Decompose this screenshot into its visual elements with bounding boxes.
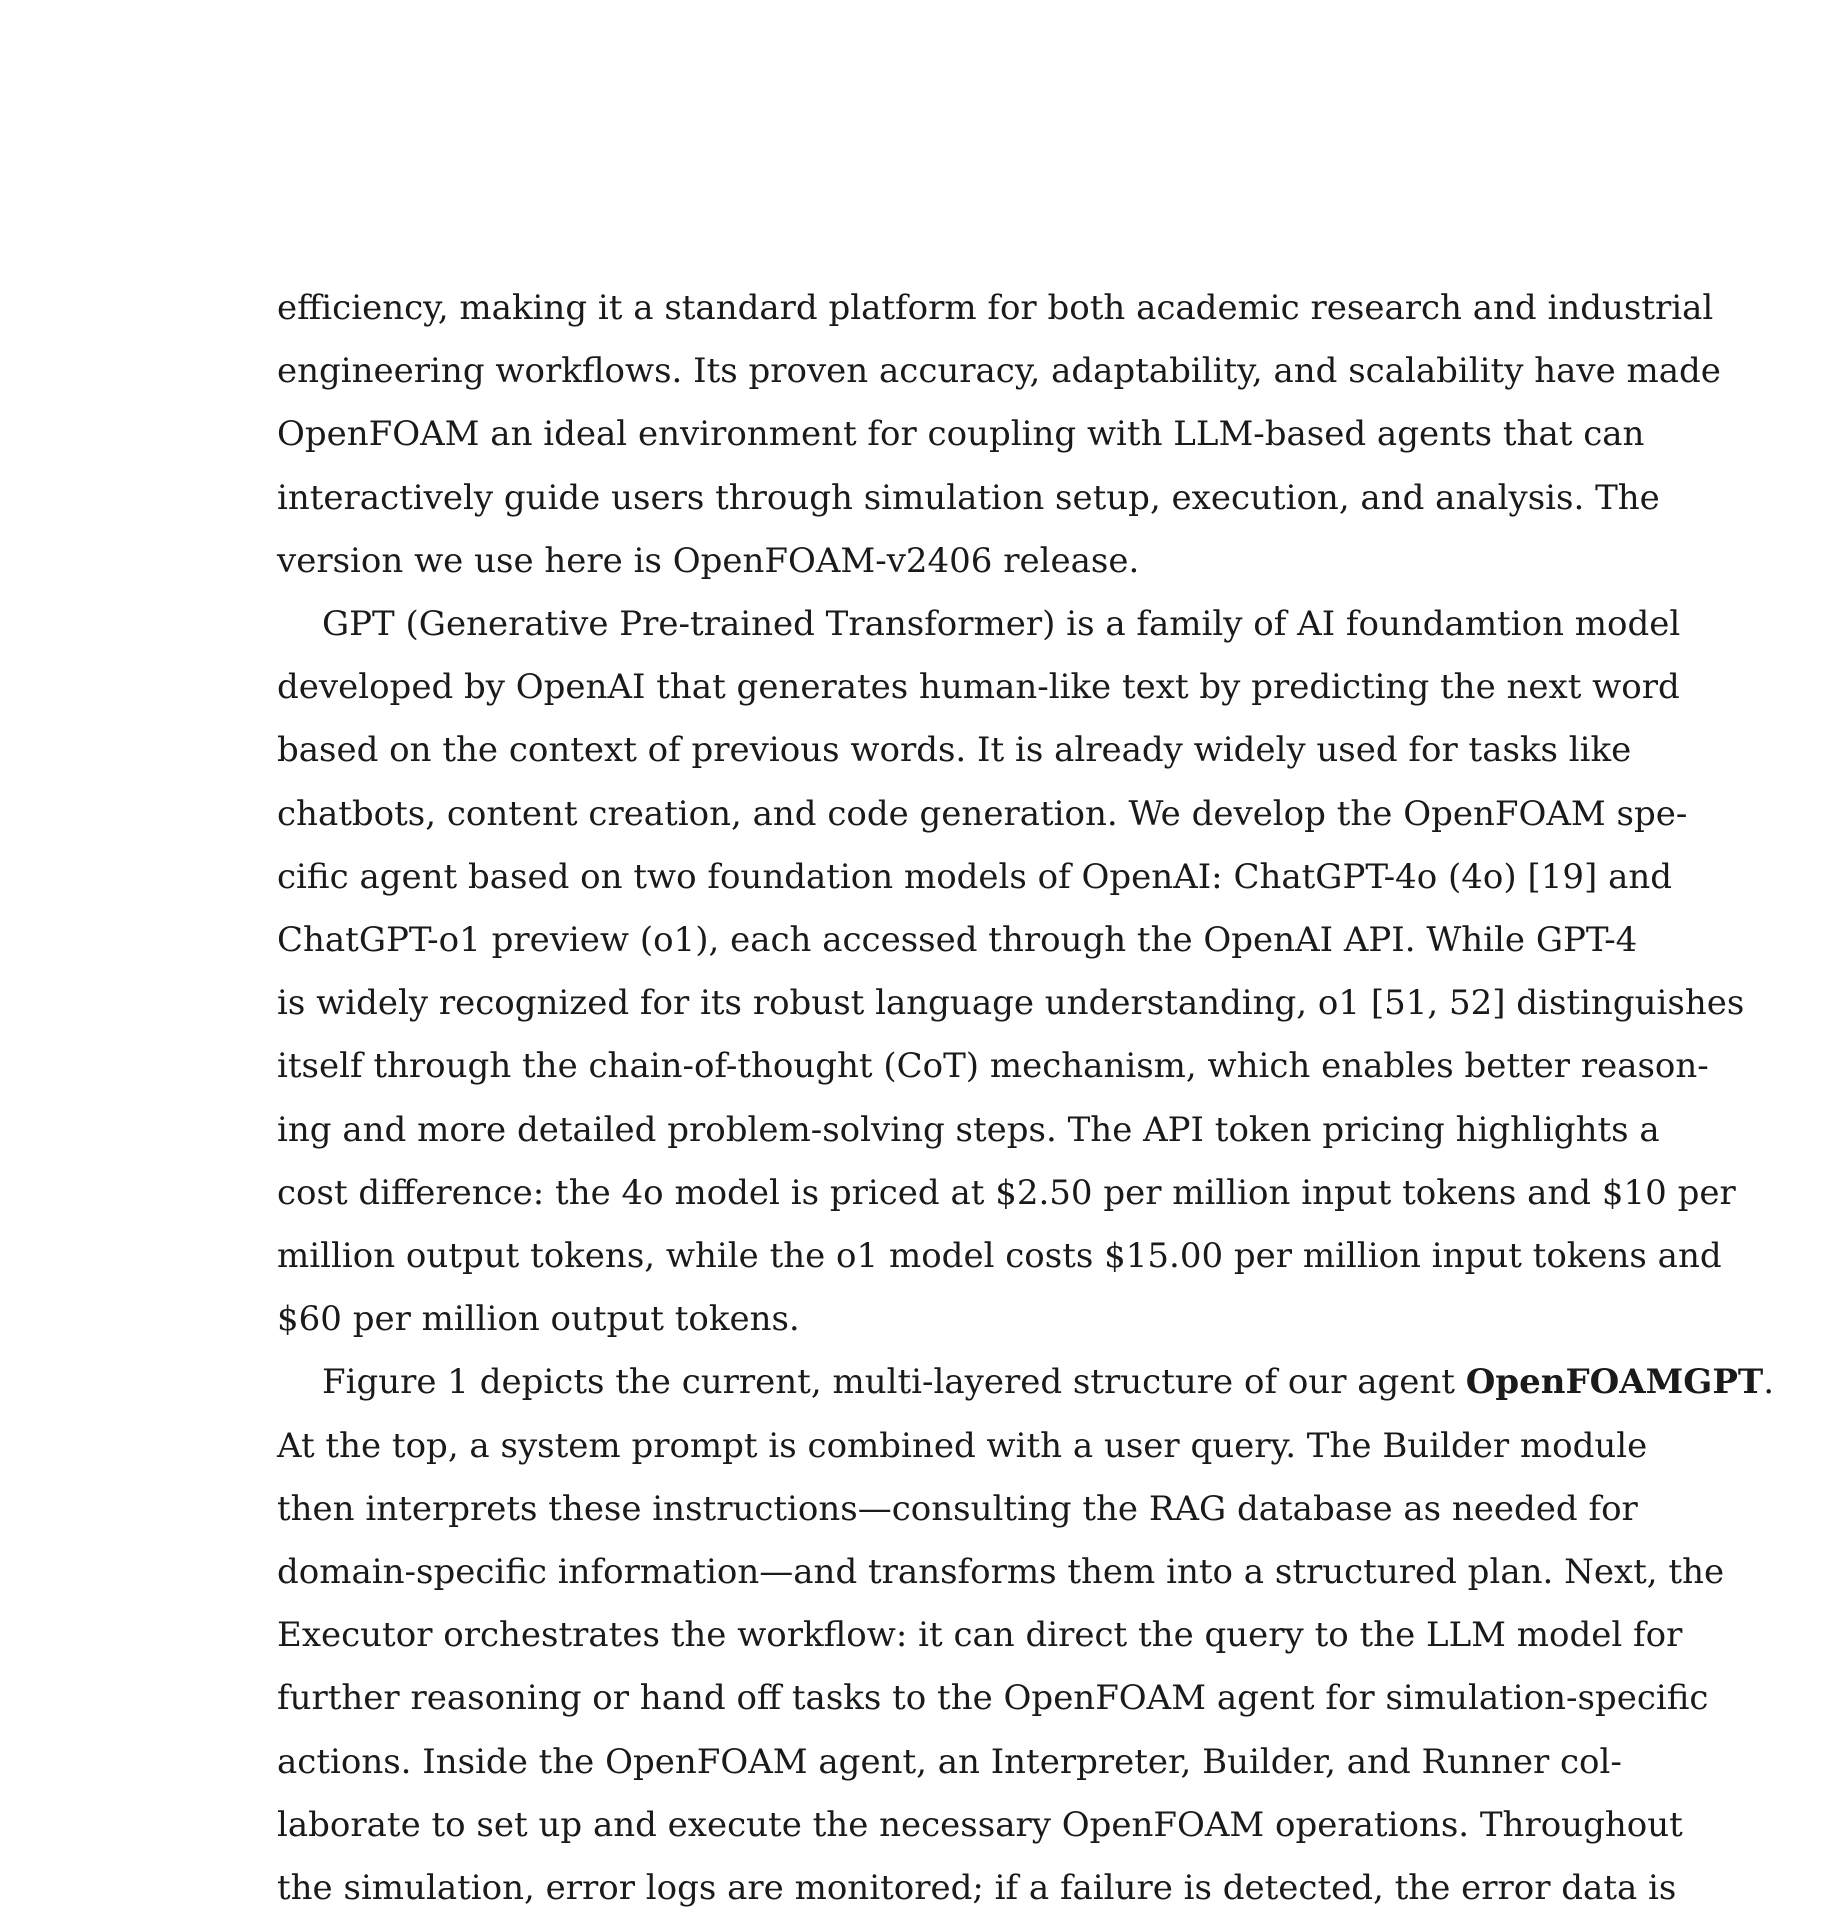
text-line: cific agent based on two foundation models of OpenAI: ChatGPT-4o (4o) [19] and: [277, 856, 1672, 897]
text-line: ChatGPT-o1 preview (o1), each accessed through the OpenAI API. While GPT-4: [277, 920, 1638, 961]
text-line: [277, 1351, 1775, 1414]
text-line: ing and more detailed problem-solving steps. The API token pricing highlights a: [277, 1109, 1660, 1150]
text-line: efficiency, making it a standard platform for both academic research and industrial: [277, 288, 1714, 328]
text-line: $60 per million output tokens.: [277, 1299, 800, 1340]
paragraph-openfoam: [277, 277, 1721, 593]
text-line: itself through the chain-of-thought (CoT) mechanism, which enables better reason-: [277, 1046, 1709, 1087]
text-line: laborate to set up and execute the necessary OpenFOAM operations. Throughout: [277, 1804, 1683, 1845]
text-line: further reasoning or hand off tasks to the OpenFOAM agent for simulation-specific: [277, 1678, 1709, 1719]
paragraph-figure1: [277, 1351, 1775, 1920]
text-line: million output tokens, while the o1 model costs $15.00 per million input tokens and: [277, 1236, 1722, 1277]
text-line: the simulation, error logs are monitored; if a failure is detected, the error data is: [277, 1868, 1677, 1909]
text-line: then interprets these instructions—consulting the RAG database as needed for: [277, 1488, 1638, 1529]
text-line: OpenFOAM an ideal environment for coupling with LLM-based agents that can: [277, 414, 1645, 455]
text-line: is widely recognized for its robust language understanding, o1 [51, 52] distinguishes: [277, 983, 1745, 1024]
text-line: GPT (Generative Pre-trained Transformer) is a family of AI foundamtion model: [322, 604, 1681, 645]
text-line: version we use here is OpenFOAM-v2406 release.: [277, 540, 1140, 581]
text-line: domain-specific information—and transforms them into a structured plan. Next, the: [277, 1552, 1725, 1593]
text-fragment: Figure 1 depicts the current, multi-layered structure of our agent: [322, 1362, 1466, 1403]
text-line: based on the context of previous words. It is already widely used for tasks like: [277, 730, 1632, 771]
text-line: developed by OpenAI that generates human-like text by predicting the next word: [277, 667, 1680, 708]
text-fragment: .: [1763, 1362, 1775, 1403]
text-line: interactively guide users through simulation setup, execution, and analysis. The: [277, 477, 1660, 518]
paragraph-gpt: [277, 593, 1745, 1351]
text-line: actions. Inside the OpenFOAM agent, an Interpreter, Builder, and Runner col-: [277, 1741, 1622, 1782]
agent-name: OpenFOAMGPT: [1465, 1362, 1764, 1403]
text-line: Executor orchestrates the workflow: it can direct the query to the LLM model for: [277, 1615, 1683, 1656]
text-line: engineering workflows. Its proven accuracy, adaptability, and scalability have made: [277, 351, 1721, 392]
text-line: cost difference: the 4o model is priced at $2.50 per million input tokens and $10 per: [277, 1172, 1736, 1213]
body-text: [277, 277, 1775, 1920]
text-line: At the top, a system prompt is combined with a user query. The Builder module: [277, 1425, 1648, 1466]
text-line: chatbots, content creation, and code generation. We develop the OpenFOAM spe-: [277, 793, 1688, 834]
